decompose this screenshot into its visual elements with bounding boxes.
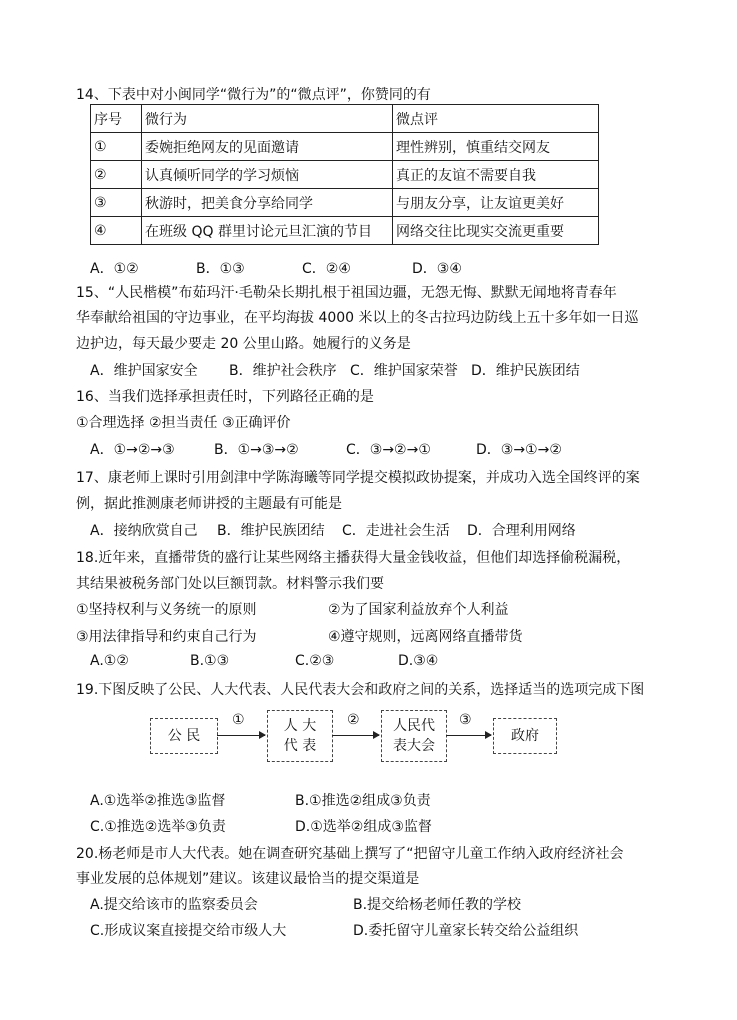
q14-table (90, 104, 599, 245)
q19-stem: 19.下图反映了公民、人大代表、人民代表大会和政府之间的关系，选择适当的选项完成下图 (76, 682, 645, 698)
q18-option-c: C.②③ (295, 653, 335, 669)
diagram-box-citizen: 公 民 (150, 718, 218, 754)
table-cell: ① (91, 133, 142, 161)
q18-option-d: D.③④ (398, 653, 439, 669)
q15-option-c: C．维护国家荣誉 (350, 363, 458, 379)
diagram-arrow-1 (217, 735, 265, 736)
diagram-box-deputy: 人 大 代 表 (267, 710, 333, 762)
q20-stem-line: 20.杨老师是市人大代表。她在调查研究基础上撰写了“把留守儿童工作纳入政府经济社会 (76, 846, 624, 862)
q20-option-a: A.提交给该市的监察委员会 (90, 897, 258, 913)
q18-item-1: ①坚持权利与义务统一的原则 (76, 602, 257, 618)
q18-item-3: ③用法律指导和约束自己行为 (76, 629, 257, 645)
q18-item-2: ②为了国家利益放弃个人利益 (328, 602, 509, 618)
q18-option-b: B.①③ (190, 653, 230, 669)
diagram-box-government: 政府 (493, 718, 557, 754)
table-row (91, 189, 599, 217)
diagram-arrow-2 (332, 735, 379, 736)
table-cell: 在班级 QQ 群里讨论元旦汇演的节目 (142, 217, 393, 245)
table-cell: 与朋友分享，让友谊更美好 (393, 189, 599, 217)
q16-option-d: D．③→①→② (476, 442, 562, 458)
q20-option-d: D.委托留守儿童家长转交给公益组织 (353, 923, 579, 939)
q16-stem: 16、当我们选择承担责任时，下列路径正确的是 (76, 389, 374, 405)
table-header: 序号 (91, 105, 142, 133)
q17-option-b: B．维护民族团结 (217, 523, 325, 539)
diagram-arrow-3 (446, 735, 491, 736)
q20-option-c: C.形成议案直接提交给市级人大 (90, 923, 287, 939)
q18-option-a: A.①② (90, 653, 129, 669)
q15-option-d: D．维护民族团结 (471, 363, 580, 379)
table-cell: 委婉拒绝网友的见面邀请 (142, 133, 393, 161)
table-header: 微行为 (142, 105, 393, 133)
table-cell: 认真倾听同学的学习烦恼 (142, 161, 393, 189)
q14-option-a: A．①② (90, 261, 139, 277)
diagram-arrow-label-3: ③ (459, 712, 472, 728)
table-cell: 秋游时，把美食分享给同学 (142, 189, 393, 217)
q20-option-b: B.提交给杨老师任教的学校 (353, 897, 522, 913)
diagram-arrow-label-2: ② (347, 712, 360, 728)
q14-option-b: B．①③ (196, 261, 245, 277)
q15-stem-line: 华奉献给祖国的守边事业，在平均海拔 4000 米以上的冬古拉玛边防线上五十多年如一日巡 (76, 310, 639, 326)
diagram-box-congress: 人民代 表大会 (381, 710, 447, 762)
q17-option-c: C．走进社会生活 (342, 523, 450, 539)
q14-stem: 14、下表中对小闽同学“微行为”的“微点评”，你赞同的有 (76, 87, 431, 103)
q16-option-c: C．③→②→① (346, 442, 431, 458)
table-cell: 理性辨别，慎重结交网友 (393, 133, 599, 161)
q15-stem-line: 边护边，每天最少要走 20 公里山路。她履行的义务是 (76, 336, 411, 352)
table-cell: 网络交往比现实交流更重要 (393, 217, 599, 245)
q18-item-4: ④遵守规则，远离网络直播带货 (328, 629, 523, 645)
diagram-arrow-label-1: ① (232, 712, 245, 728)
q17-stem-line: 17、康老师上课时引用剑津中学陈海曦等同学提交模拟政协提案，并成功入选全国终评的案 (76, 470, 640, 486)
table-row (91, 161, 599, 189)
table-row (91, 217, 599, 245)
q20-stem-line: 事业发展的总体规划”建议。该建议最恰当的提交渠道是 (76, 871, 420, 887)
q17-option-d: D．合理利用网络 (467, 523, 576, 539)
q16-option-b: B．①→③→② (214, 442, 299, 458)
q16-option-a: A．①→②→③ (90, 442, 175, 458)
q14-option-d: D．③④ (412, 261, 462, 277)
table-row (91, 133, 599, 161)
table-cell: ④ (91, 217, 142, 245)
q16-items: ①合理选择 ②担当责任 ③正确评价 (76, 415, 291, 431)
q17-option-a: A．接纳欣赏自己 (90, 523, 198, 539)
q18-stem-line: 其结果被税务部门处以巨额罚款。材料警示我们要 (76, 576, 384, 592)
table-header-row (91, 105, 599, 133)
table-cell: 真正的友谊不需要自我 (393, 161, 599, 189)
table-cell: ② (91, 161, 142, 189)
q15-stem-line: 15、“人民楷模”布茹玛汗·毛勒朵长期扎根于祖国边疆，无怨无悔、默默无闻地将青春年 (76, 285, 617, 301)
q19-option-a: A.①选举②推选③监督 (90, 793, 226, 809)
q19-option-c: C.①推选②选举③负责 (90, 819, 226, 835)
table-header: 微点评 (393, 105, 599, 133)
q19-option-b: B.①推选②组成③负责 (295, 793, 431, 809)
q14-option-c: C．②④ (302, 261, 351, 277)
q19-option-d: D.①选举②组成③监督 (295, 819, 432, 835)
q17-stem-line: 例，据此推测康老师讲授的主题最有可能是 (76, 496, 342, 512)
q15-option-a: A．维护国家安全 (90, 363, 198, 379)
q18-stem-line: 18.近年来，直播带货的盛行让某些网络主播获得大量金钱收益，但他们却选择偷税漏税， (76, 550, 631, 566)
q15-option-b: B．维护社会秩序 (229, 363, 337, 379)
table-cell: ③ (91, 189, 142, 217)
